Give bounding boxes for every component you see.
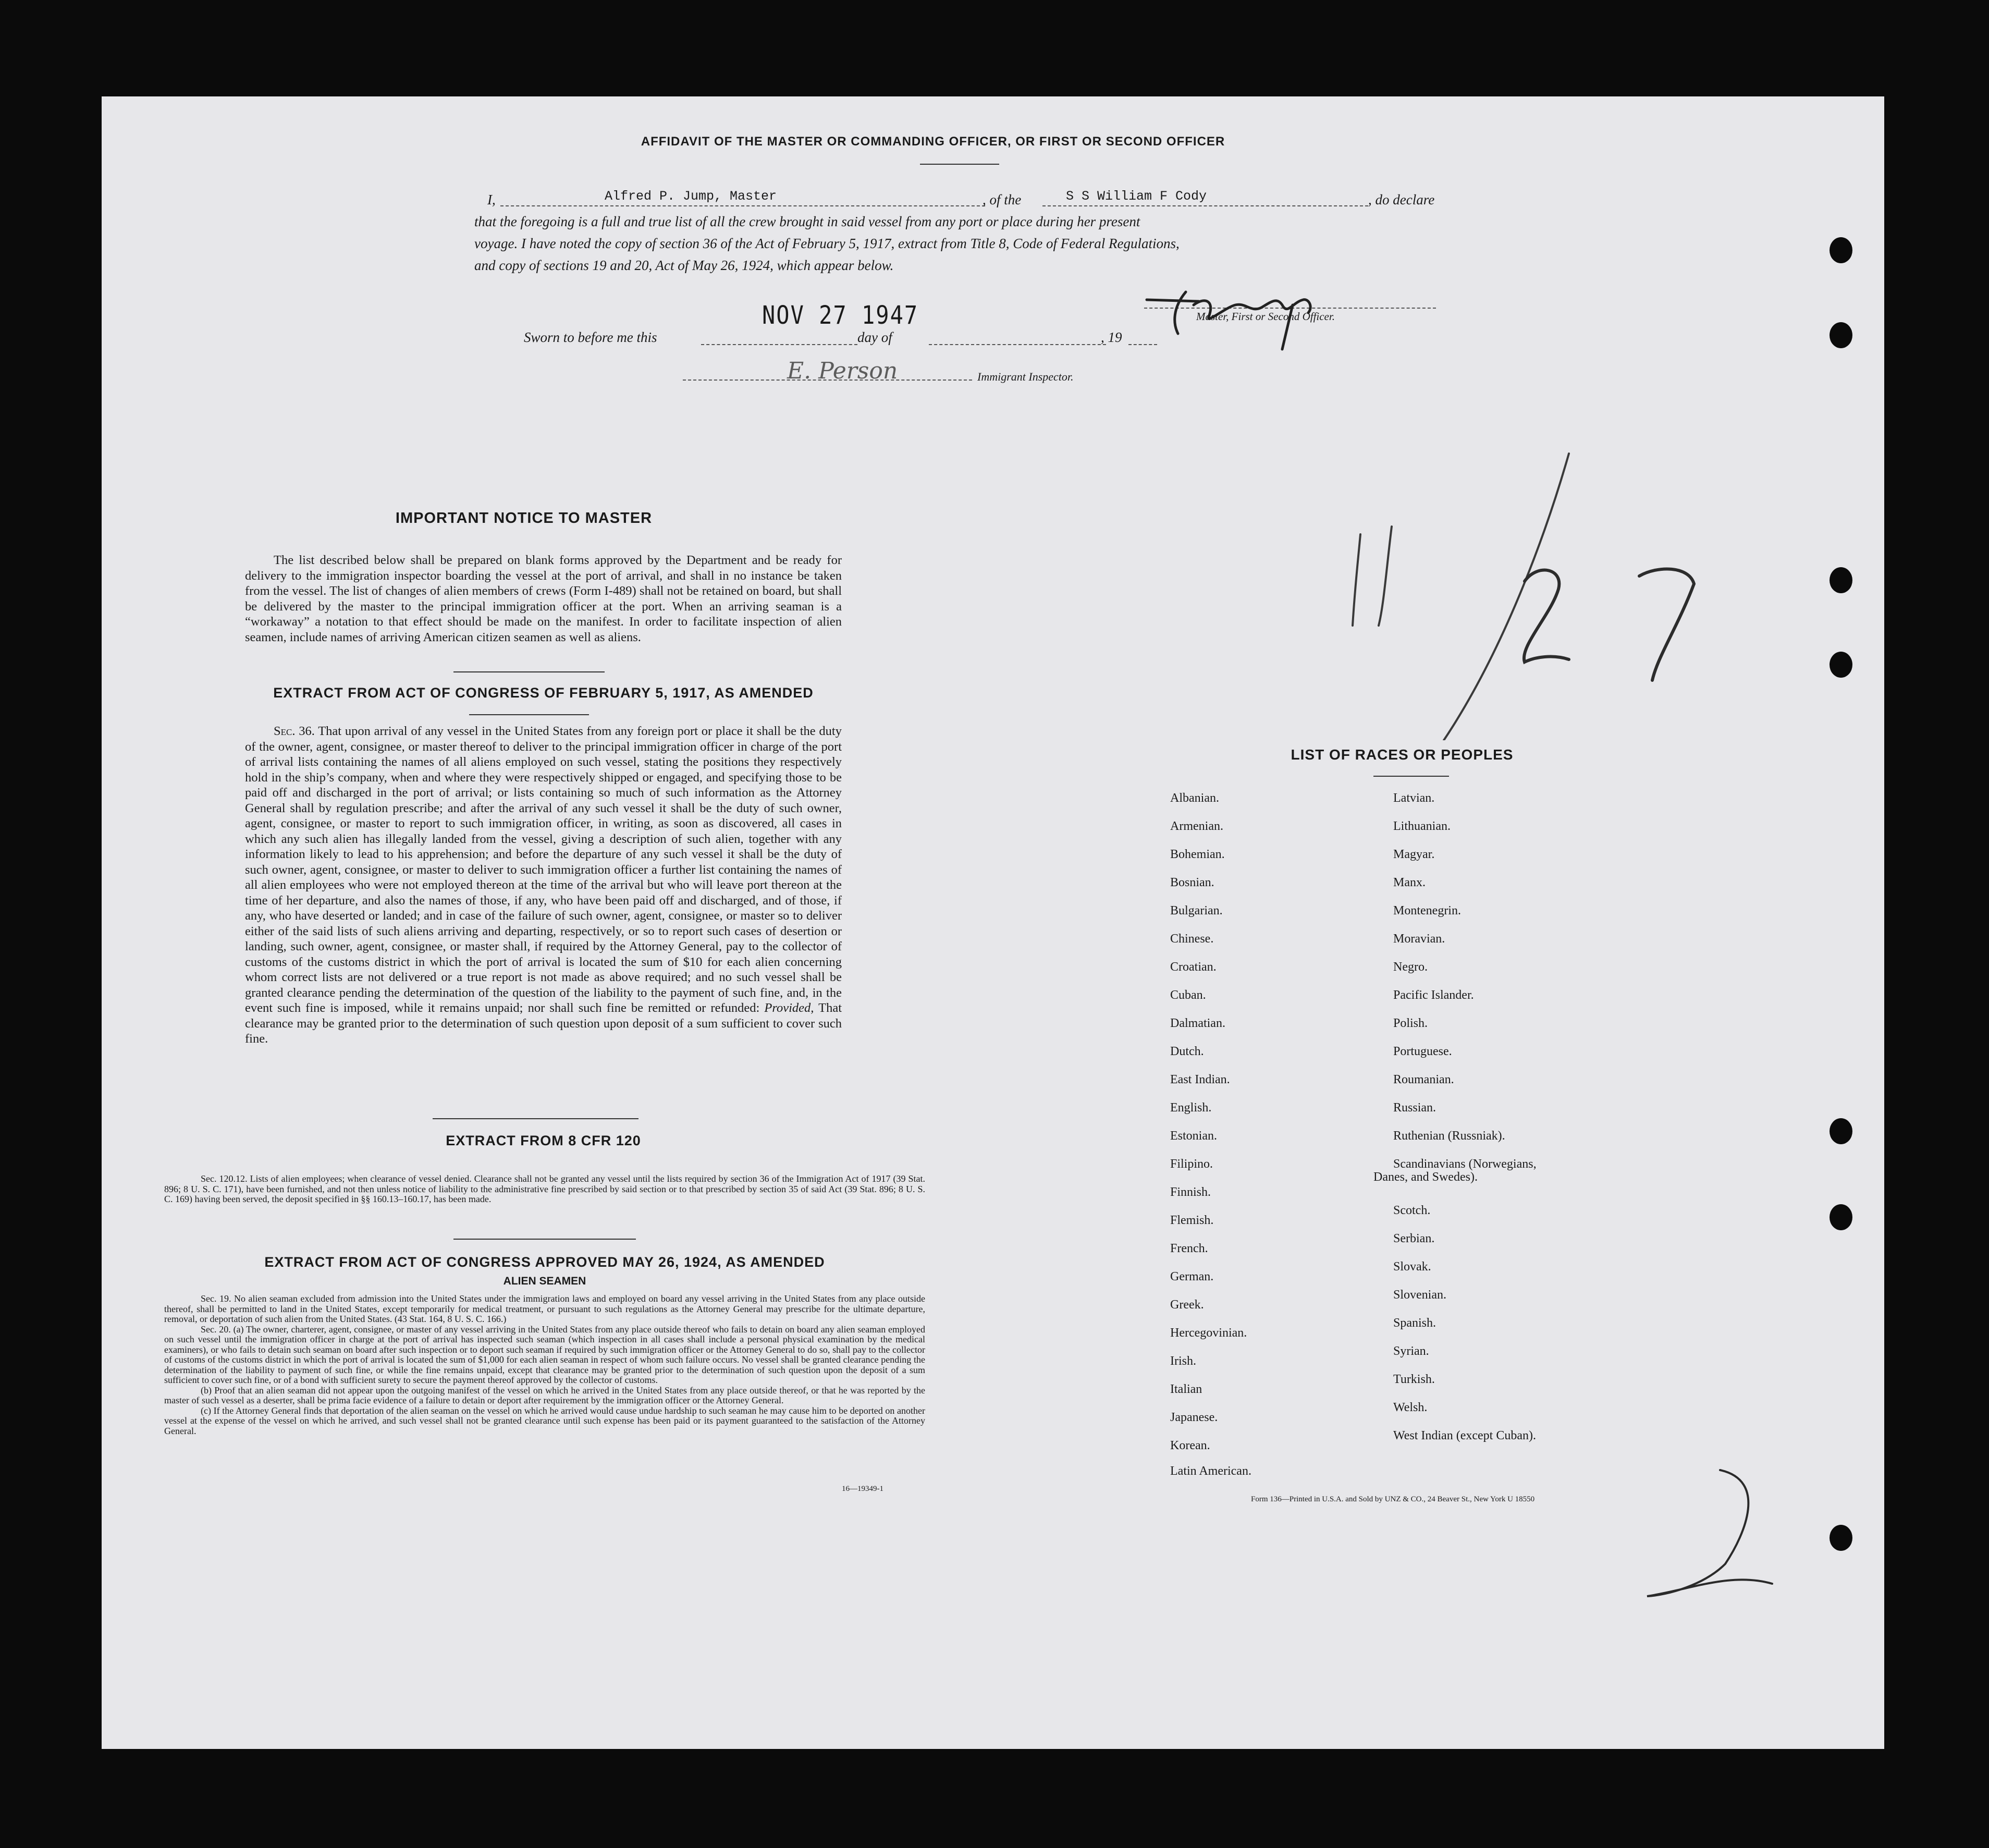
inspector-signature: E. Person xyxy=(787,358,898,384)
race-item: Irish. xyxy=(1170,1354,1196,1368)
day-of-label: day of xyxy=(857,329,892,345)
affidavit-title: AFFIDAVIT OF THE MASTER OR COMMANDING OFFICER, OR FIRST OR SECOND OFFICER xyxy=(641,134,1225,149)
race-item: Scandinavians (Norwegians, xyxy=(1393,1157,1537,1171)
race-item: Flemish. xyxy=(1170,1214,1214,1227)
master-name: Alfred P. Jump, Master xyxy=(605,189,777,204)
handwritten-date-note xyxy=(1345,448,1710,740)
declaration-line-3: voyage. I have noted the copy of section 36 of the Act of February 5, 1917, extract from Title 8, Code of Federal Regulations, xyxy=(474,236,1180,251)
divider xyxy=(433,1118,639,1119)
extract-1924-subtitle: ALIEN SEAMEN xyxy=(503,1275,586,1287)
notice-text: The list described below shall be prepared on blank forms approved by the Department and be ready for delivery to the immigration inspector boarding the vessel at the port of arrival, and shall in no instance be taken from the vessel. The list of changes of alien members of crews (Form I-489) shall not be retained on board, but shall be delivered by the master to the principal immigration officer at the port. When an arriving seaman is a “workaway” a notation to that effect should be made on the manifest. In order to facilitate inspection of alien seamen, include names of arriving American citizen seamen as well as aliens. xyxy=(245,553,842,644)
handwritten-date-text xyxy=(1407,521,1408,522)
section-label: Sec. 36. xyxy=(274,724,315,738)
punch-hole xyxy=(1830,567,1852,593)
provided-label: Provided, xyxy=(764,1001,814,1015)
race-item: East Indian. xyxy=(1170,1073,1230,1086)
race-item: Slovenian. xyxy=(1393,1288,1446,1302)
race-item: Armenian. xyxy=(1170,819,1223,833)
master-caption: Master, First or Second Officer. xyxy=(1196,310,1335,323)
race-item: Moravian. xyxy=(1393,932,1445,946)
section-20b-text: (b) Proof that an alien seaman did not appear upon the outgoing manifest of the vessel on which he arrived in the United States from any place outside thereof, or that he was reported by the master of such vessel as a deserter, shall be prima facie evidence of a failure to detain or deport after requirement by the immigration officer or the Attorney General. xyxy=(164,1385,925,1405)
divider xyxy=(469,714,589,715)
extract-cfr-title: EXTRACT FROM 8 CFR 120 xyxy=(446,1133,641,1148)
month-line xyxy=(929,344,1106,345)
form-footer: Form 136—Printed in U.S.A. and Sold by UNZ & CO., 24 Beaver St., New York U 18550 xyxy=(1251,1495,1535,1503)
punch-hole xyxy=(1830,237,1852,263)
race-item: Croatian. xyxy=(1170,960,1217,974)
race-item: Lithuanian. xyxy=(1393,819,1451,833)
race-item: Korean. xyxy=(1170,1439,1210,1452)
punch-hole xyxy=(1830,322,1852,348)
punch-hole xyxy=(1830,1204,1852,1230)
do-declare-label: , do declare xyxy=(1368,192,1435,207)
race-item: French. xyxy=(1170,1242,1208,1255)
section-20c-text: (c) If the Attorney General finds that deportation of the alien seaman on the vessel on which he arrived would cause undue hardship to such seaman he may cause him to be deported on another vessel at the expense of the vessel on which he arrived, and such vessel shall not be granted clearance until such expense has been paid or its payment guaranteed to the satisfaction of the Attorney General. xyxy=(164,1405,925,1436)
extract-1924-text xyxy=(164,1294,925,1436)
declaration-line-2: that the foregoing is a full and true list of all the crew brought in said vessel from any port or place during her present xyxy=(474,214,1140,229)
race-item: Serbian. xyxy=(1393,1232,1435,1245)
race-item: Turkish. xyxy=(1393,1373,1435,1386)
vessel-line xyxy=(1042,205,1368,206)
race-item: Finnish. xyxy=(1170,1185,1211,1199)
race-item: Italian xyxy=(1170,1382,1202,1396)
race-item: Slovak. xyxy=(1393,1260,1431,1274)
of-the-label: , of the xyxy=(983,192,1022,207)
race-item: Manx. xyxy=(1393,876,1426,889)
divider xyxy=(453,671,605,672)
race-item: Albanian. xyxy=(1170,791,1219,805)
race-item: Japanese. xyxy=(1170,1411,1218,1424)
race-item: Bohemian. xyxy=(1170,848,1225,861)
race-item: Scotch. xyxy=(1393,1204,1431,1217)
divider xyxy=(1373,776,1449,777)
year-prefix: , 19 xyxy=(1101,329,1122,345)
race-item: Negro. xyxy=(1393,960,1428,974)
race-item: Montenegrin. xyxy=(1393,904,1461,917)
race-item: Ruthenian (Russniak). xyxy=(1393,1129,1505,1143)
race-item: Dutch. xyxy=(1170,1045,1204,1058)
race-item: Spanish. xyxy=(1393,1316,1436,1330)
extract-1917-title: EXTRACT FROM ACT OF CONGRESS OF FEBRUARY 5, 1917, AS AMENDED xyxy=(273,685,814,701)
extract-1917-text xyxy=(245,724,842,1047)
race-item: Russian. xyxy=(1393,1101,1436,1115)
name-line xyxy=(500,205,985,206)
race-item: Welsh. xyxy=(1393,1401,1428,1414)
race-item: West Indian (except Cuban). xyxy=(1393,1429,1536,1442)
race-item: Bulgarian. xyxy=(1170,904,1223,917)
race-item: Latvian. xyxy=(1393,791,1435,805)
year-line xyxy=(1128,344,1157,345)
divider xyxy=(920,164,999,165)
extract-cfr-text: Sec. 120.12. Lists of alien employees; when clearance of vessel denied. Clearance shall not be granted any vessel until the lists required by section 36 of the Immigration Act of 1917 (39 Stat. 896; 8 U. S. C. 171), have been furnished, and not then unless notice of liability to the administrative fine prescribed by said section or to that prescribed by section 35 of said Act (39 Stat. 896; 8 U. S. C. 169) having been served, the deposit specified in §§ 160.13–160.17, has been made. xyxy=(164,1173,925,1204)
sworn-label: Sworn to before me this xyxy=(524,329,657,345)
race-item: Estonian. xyxy=(1170,1129,1217,1143)
punch-hole xyxy=(1830,1525,1852,1551)
race-item: English. xyxy=(1170,1101,1212,1115)
date-stamp: NOV 27 1947 xyxy=(762,300,919,330)
punch-hole xyxy=(1830,652,1852,678)
race-item: Polish. xyxy=(1393,1017,1428,1030)
race-item: Latin American. xyxy=(1170,1464,1251,1478)
race-item: Danes, and Swedes). xyxy=(1373,1170,1478,1184)
race-item: Dalmatian. xyxy=(1170,1017,1225,1030)
race-item: Syrian. xyxy=(1393,1344,1429,1358)
races-title: LIST OF RACES OR PEOPLES xyxy=(1291,746,1514,763)
race-item: Greek. xyxy=(1170,1298,1204,1312)
divider xyxy=(453,1239,636,1240)
race-item: Filipino. xyxy=(1170,1157,1213,1171)
race-item: Chinese. xyxy=(1170,932,1214,946)
section-19-text: Sec. 19. No alien seaman excluded from admission into the United States under the immigration laws and employed on board any vessel arriving in the United States from any place outside thereof, shall be permitted to land in the United States, except temporarily for medical treatment, or pursuant to such regulations as the Attorney General may prescribe for the ultimate departure, removal, or deportation of such alien from the United States. (43 Stat. 164, 8 U. S. C. 166.) xyxy=(164,1293,925,1324)
race-item: German. xyxy=(1170,1270,1214,1283)
declaration-line-4: and copy of sections 19 and 20, Act of May 26, 1924, which appear below. xyxy=(474,258,894,273)
race-item: Pacific Islander. xyxy=(1393,988,1474,1002)
sworn-day-line xyxy=(701,344,857,345)
inspector-caption: Immigrant Inspector. xyxy=(977,370,1074,383)
race-item: Bosnian. xyxy=(1170,876,1214,889)
vessel-name: S S William F Cody xyxy=(1066,189,1207,204)
section-36-end: That clearance may be granted prior to the determination of such question upon deposit of a sum sufficient to cover such fine. xyxy=(245,1001,842,1046)
notice-title: IMPORTANT NOTICE TO MASTER xyxy=(395,510,653,527)
race-item: Hercegovinian. xyxy=(1170,1326,1247,1340)
punch-hole xyxy=(1830,1118,1852,1144)
form-code: 16—19349-1 xyxy=(842,1485,883,1493)
affidavit-i-label: I, xyxy=(487,192,496,207)
race-item: Roumanian. xyxy=(1393,1073,1454,1086)
race-item: Cuban. xyxy=(1170,988,1206,1002)
section-36-text: That upon arrival of any vessel in the United States from any foreign port or place it shall be the duty of the owner, agent, consignee, or master thereof to deliver to the principal immigration officer in charge of the port of arrival lists containing the names of all aliens employed on such vessel, stating the positions they respectively hold in the ship’s company, when and where they were respectively shipped or engaged, and specifying those to be paid off and discharged in the port of arrival; or lists containing so much of such information as the Attorney General shall by regulation prescribe; and after the arrival of any such vessel it shall be the duty of such owner, agent, consignee, or master to report to such immigration officer, in writing, as soon as discovered, all cases in which any such alien has illegally landed from the vessel, giving a description of such alien, together with any information likely to lead to his apprehension; and before the departure of any such vessel it shall be the duty of such owner, agent, consignee, or master to deliver to such immigration officer a further list containing the names of all alien employees who were not employed thereon at the time of the arrival but who will leave port thereon at the time of her departure, and also the names of those, if any, who have been paid off and discharged, and of those, if any, who have deserted or landed; and in case of the failure of such owner, agent, consignee, or master so to deliver either of the said lists of such aliens arriving and departing, respectively, or so to report such cases of desertion or landing, such owner, agent, consignee, or master shall, if required by the Attorney General, pay to the collector of customs of the customs district in which the port of arrival is located the sum of $10 for each alien concerning whom correct lists are not delivered or a true report is not made as above required; and no such vessel shall be granted clearance pending the determination of the question of the liability to the payment of such fine, and, in the event such fine is imposed, while it remains unpaid; nor shall such fine be remitted or refunded: xyxy=(245,724,842,1015)
extract-1924-title: EXTRACT FROM ACT OF CONGRESS APPROVED MAY 26, 1924, AS AMENDED xyxy=(264,1254,825,1270)
handwritten-page-number xyxy=(1642,1460,1777,1606)
race-item: Portuguese. xyxy=(1393,1045,1452,1058)
section-20a-text: Sec. 20. (a) The owner, charterer, agent, consignee, or master of any vessel arriving in the United States from any place outside thereof who fails to detain on board any alien seaman employed on such vessel until the immigration officer in charge at the port of arrival has inspected such seaman (which inspection in all cases shall include a personal physical examination by the medical examiners), or who fails to detain such seaman on board after such inspection or to deport such seaman if required by such immigration officer or the Attorney General to do so, shall pay to the collector of customs of the customs district in which the port of arrival is located the sum of $1,000 for each alien seaman in respect of whom such failure occurs. No vessel shall be granted clearance pending the determination of the liability to payment of such fine, or while the fine remains unpaid, except that clearance may be granted prior to the determination of such question upon the deposit of a sum sufficient to cover such fine, or of a bond with sufficient surety to secure the payment thereof approved by the collector of customs. xyxy=(164,1324,925,1385)
race-item: Magyar. xyxy=(1393,848,1435,861)
